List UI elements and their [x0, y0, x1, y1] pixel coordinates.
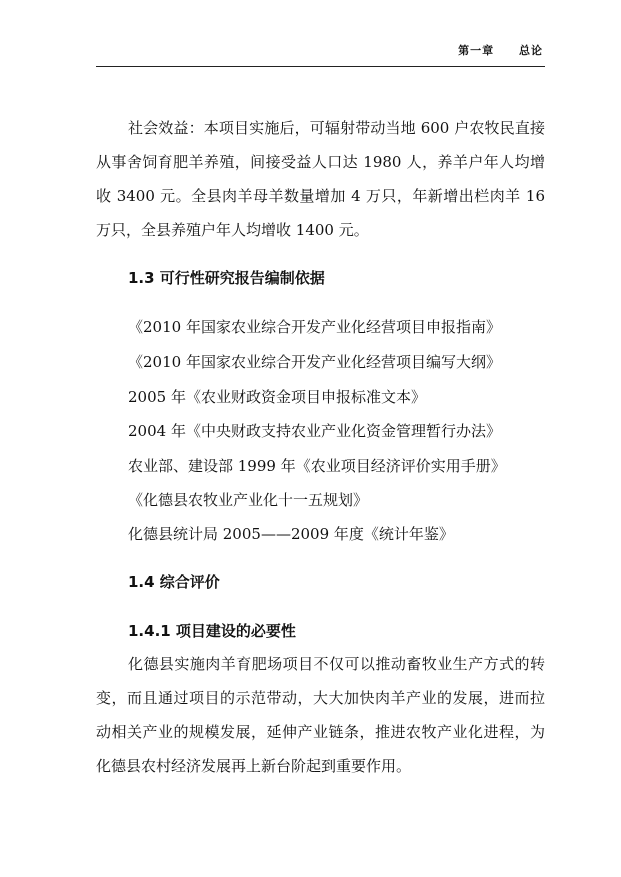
- header-chapter: 第一章: [458, 44, 495, 57]
- page-header: [96, 40, 545, 67]
- header-section: 总论: [519, 44, 543, 57]
- social-benefit-paragraph: 社会效益：本项目实施后，可辐射带动当地 600 户农牧民直接从事舍饲育肥羊养殖，间接受益人口达 1980 人，养羊户年人均增收 3400 元。全县肉羊母羊数量增加 4 万只，年新增出栏肉羊 16 万只，全县养殖户年人均增收 1400 元。: [96, 119, 545, 239]
- section-1-4-heading: 1.4 综合评价: [128, 573, 220, 591]
- reference-item: 《化德县农牧业产业化十一五规划》: [128, 491, 369, 509]
- reference-item: 2004 年《中央财政支持农业产业化资金管理暂行办法》: [128, 422, 501, 440]
- section-1-4-1-heading: 1.4.1 项目建设的必要性: [128, 622, 296, 640]
- reference-item: 《2010 年国家农业综合开发产业化经营项目申报指南》: [128, 318, 501, 336]
- reference-item: 2005 年《农业财政资金项目申报标准文本》: [128, 388, 426, 406]
- reference-item: 《2010 年国家农业综合开发产业化经营项目编写大纲》: [128, 353, 501, 371]
- header-text: [438, 42, 543, 58]
- reference-item: 化德县统计局 2005——2009 年度《统计年鉴》: [128, 525, 454, 543]
- section-1-3-heading: 1.3 可行性研究报告编制依据: [128, 269, 325, 287]
- reference-item: 农业部、建设部 1999 年《农业项目经济评价实用手册》: [128, 457, 506, 475]
- necessity-paragraph: 化德县实施肉羊育肥场项目不仅可以推动畜牧业生产方式的转变，而且通过项目的示范带动，大大加快肉羊产业的发展，进而拉动相关产业的规模发展，延伸产业链条，推进农牧产业化进程，为化德县农村经济发展再上新台阶起到重要作用。: [96, 655, 545, 775]
